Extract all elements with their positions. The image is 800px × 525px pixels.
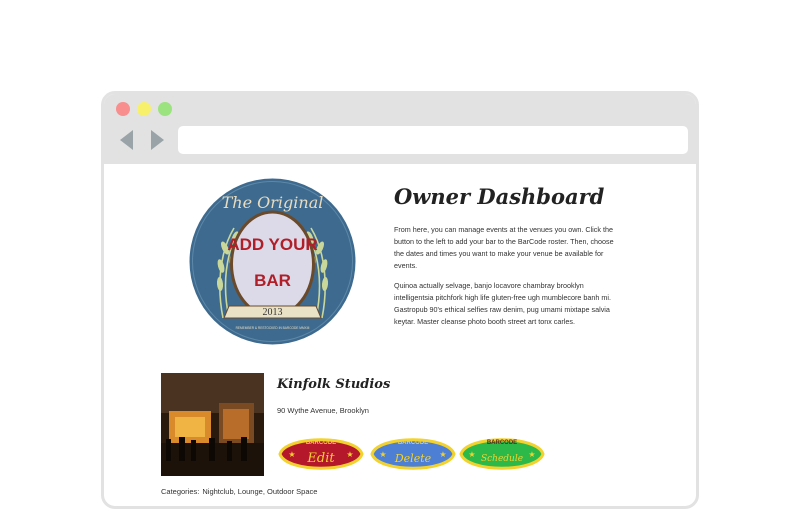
filler-paragraph: Quinoa actually selvage, banjo locavore chambray brooklyn intelligentsia pitchfork high life gluten-free ugh mumblecore banh mi. Gastropub 90's ethical selfies raw denim, pug umami mixtape salvia keytar. Master cleanse photo booth street art tonx carles. (394, 281, 611, 326)
star-icon: ★ (288, 450, 296, 459)
delete-badge-brand: BARCODE (397, 440, 429, 446)
star-icon: ★ (439, 450, 447, 459)
edit-badge-label: Edit (307, 451, 335, 466)
add-your-bar-button[interactable] (189, 178, 356, 345)
categories-value: Nightclub, Lounge, Outdoor Space (202, 487, 318, 496)
intro-paragraph: From here, you can manage events at the venues you own. Click the button to the left to add your bar to the BarCode roster. Then, choose the dates and times you want to make your venue be available for events. (394, 225, 614, 270)
page-title: Owner Dashboard (394, 184, 605, 209)
page-content (104, 164, 696, 509)
browser-window (101, 91, 699, 509)
address-bar[interactable] (178, 126, 688, 154)
back-arrow-icon[interactable] (120, 130, 133, 150)
schedule-venue-button[interactable] (457, 427, 547, 482)
minimize-window-dot[interactable] (137, 102, 151, 116)
star-icon: ★ (346, 450, 354, 459)
venue-photo (161, 373, 264, 476)
browser-chrome (104, 94, 696, 164)
delete-venue-button[interactable] (368, 427, 458, 482)
delete-badge-label: Delete (394, 452, 432, 465)
logo-line2: BAR (254, 271, 291, 290)
edit-venue-button[interactable] (276, 427, 366, 482)
logo-line1: ADD YOUR (227, 235, 318, 254)
star-icon: ★ (528, 450, 536, 459)
schedule-badge-brand: BARCODE (486, 440, 518, 446)
logo-year: 2013 (262, 307, 283, 318)
logo-top-text: The Original (221, 193, 324, 212)
venue-address: 90 Wythe Avenue, Brooklyn (277, 406, 369, 415)
logo-fine-print: REMEMBER & RESTOCKED IN BARCODE MMXIII (235, 326, 310, 330)
venue-categories (161, 487, 317, 496)
maximize-window-dot[interactable] (158, 102, 172, 116)
venue-name: Kinfolk Studios (277, 377, 391, 392)
forward-arrow-icon[interactable] (151, 130, 164, 150)
star-icon: ★ (379, 450, 387, 459)
star-icon: ★ (468, 450, 476, 459)
close-window-dot[interactable] (116, 102, 130, 116)
schedule-badge-label: Schedule (480, 454, 524, 464)
categories-label: Categories: (161, 487, 200, 496)
edit-badge-brand: BARCODE (305, 440, 337, 446)
